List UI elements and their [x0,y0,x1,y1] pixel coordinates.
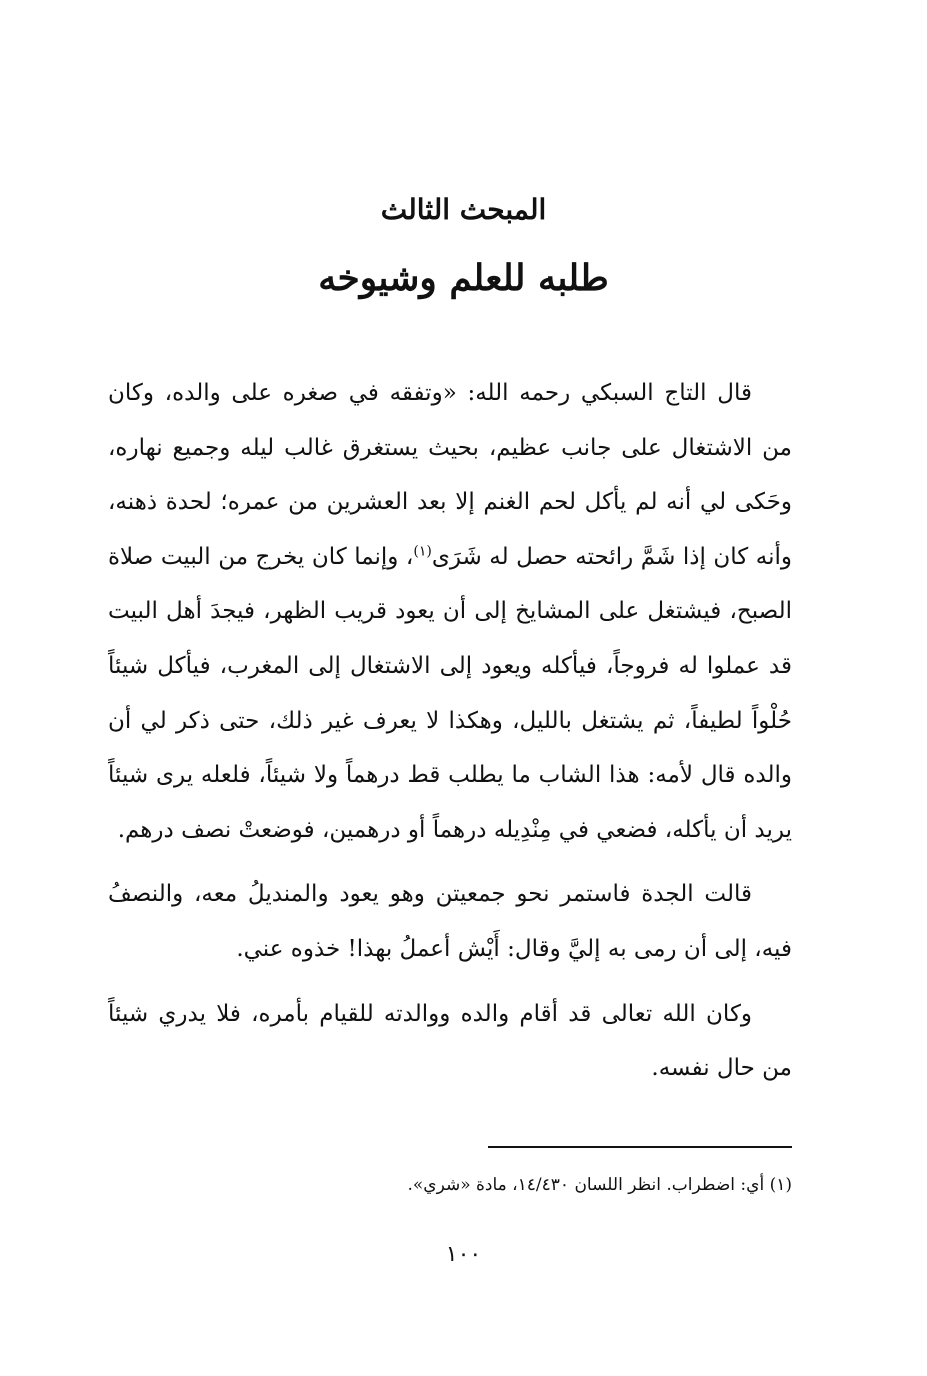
paragraph-2: قالت الجدة فاستمر نحو جمعيتن وهو يعود والمنديلُ معه، والنصفُ فيه، إلى أن رمى به إليَّ وقال: أَيْش أعملُ بهذا! خذوه عني. [108,881,792,962]
footnote-reference: (١) [413,543,432,560]
footnote: (١) أي: اضطراب. انظر اللسان ١٤/٤٣٠، مادة «شري». [407,1175,792,1195]
section-title: طلبه للعلم وشيوخه [318,257,609,299]
paragraph-1-text-b: ، وإنما كان يخرج من البيت صلاة الصبح، فيشتغل على المشايخ إلى أن يعود قريب الظهر، فيجدَ أهل البيت قد عملوا له فروجاً، فيأكله ويعود إلى الاشتغال إلى المغرب، فيأكل شيئاً حُلْواً لطيفاً، ثم يشتغل بالليل، وهكذا لا يعرف غير ذلك، حتى ذكر لي أن والده قال لأمه: هذا الشاب ما يطلب قط درهماً ولا شيئاً، فلعله يرى شيئاً يريد أن يأكله، فضعي في مِنْدِيله درهماً أو درهمين، فوضعتْ نصف درهم. [108,543,792,843]
footnote-divider [488,1146,792,1148]
chapter-title: المبحث الثالث [380,193,547,226]
paragraph-3: وكان الله تعالى قد أقام والده ووالدته للقيام بأمره، فلا يدري شيئاً من حال نفسه. [108,1000,792,1082]
paragraph-1 [108,366,792,857]
paragraph-1-text-a: قال التاج السبكي رحمه الله: «وتفقه في صغره على والده، وكان من الاشتغال على جانب عظيم، بحيث يستغرق غالب ليله وجميع نهاره، وحَكى لي أنه لم يأكل لحم الغنم إلا بعد العشرين من عمره؛ لحدة ذهنه، وأنه كان إذا شَمَّ رائحته حصل له شَرَى [108,380,792,570]
page-number: ١٠٠ [445,1242,482,1267]
body-text [108,366,792,1106]
